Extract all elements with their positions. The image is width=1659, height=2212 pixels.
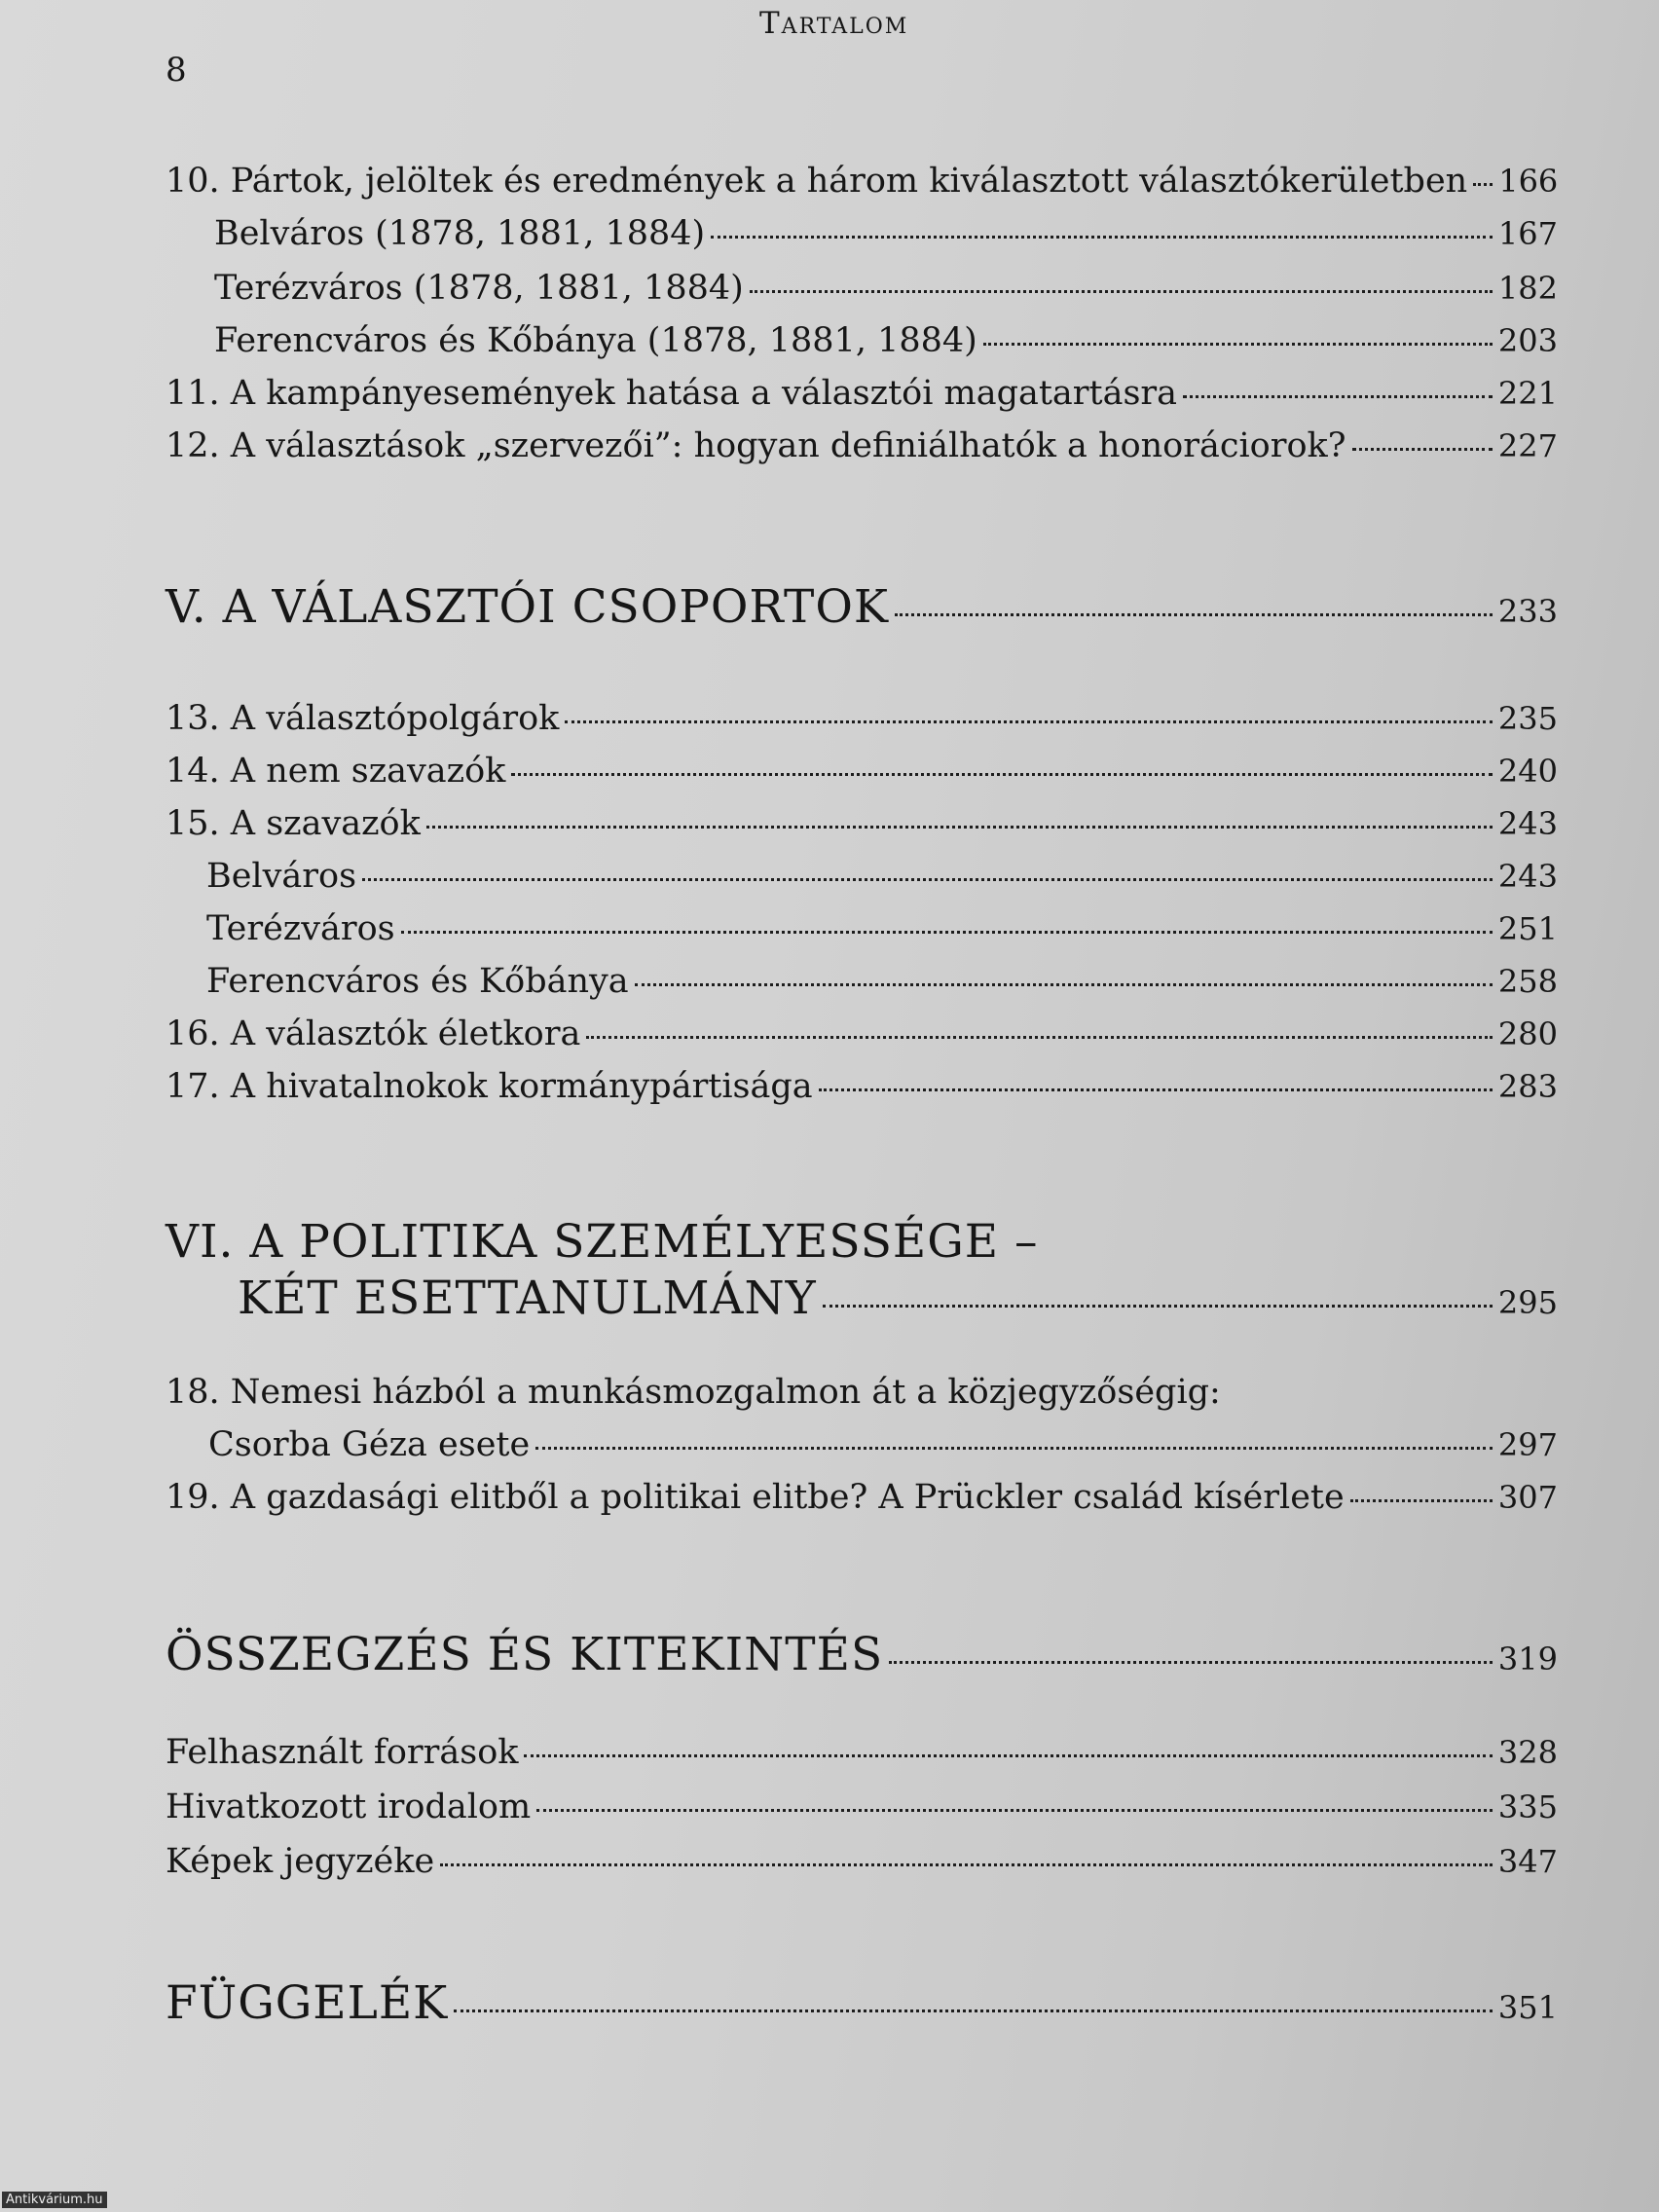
toc-entry-page: 235 bbox=[1497, 700, 1558, 737]
toc-entry bbox=[206, 962, 1558, 1009]
section-title: ÖSSZEGZÉS ÉS KITEKINTÉS bbox=[166, 1628, 884, 1681]
toc-entry bbox=[214, 214, 1558, 261]
dot-leader bbox=[535, 1447, 1493, 1450]
toc-entry-page: 221 bbox=[1497, 375, 1558, 412]
toc-entry bbox=[166, 374, 1558, 421]
dot-leader bbox=[565, 720, 1493, 723]
dot-leader bbox=[819, 1088, 1493, 1091]
dot-leader bbox=[454, 2009, 1493, 2012]
section-title: V. A VÁLASZTÓI CSOPORTOK bbox=[166, 580, 889, 634]
toc-entry-page: 167 bbox=[1497, 215, 1558, 252]
dot-leader bbox=[750, 290, 1493, 293]
toc-entry bbox=[166, 699, 1558, 746]
toc-entry-label: Felhasznált források bbox=[166, 1733, 519, 1772]
toc-entry-label: Ferencváros és Kőbánya (1878, 1881, 1884) bbox=[214, 321, 977, 360]
toc-entry-page: 251 bbox=[1497, 910, 1558, 947]
section-title: FÜGGELÉK bbox=[166, 1976, 449, 2030]
toc-entry bbox=[166, 1842, 1558, 1889]
section-page: 295 bbox=[1497, 1284, 1558, 1321]
toc-entry-label: Ferencváros és Kőbánya bbox=[206, 962, 629, 1001]
running-head: Tartalom bbox=[759, 6, 909, 41]
toc-entry-page: 280 bbox=[1497, 1015, 1558, 1052]
toc-entry-label: 15. A szavazók bbox=[166, 804, 421, 843]
dot-leader bbox=[1350, 1499, 1493, 1502]
dot-leader bbox=[983, 343, 1493, 346]
toc-entry-page: 182 bbox=[1497, 270, 1558, 307]
toc-entry-label: Belváros bbox=[206, 857, 357, 896]
toc-entry-page: 307 bbox=[1497, 1479, 1558, 1516]
dot-leader bbox=[711, 236, 1493, 239]
dot-leader bbox=[1352, 448, 1493, 451]
toc-section-heading bbox=[166, 1628, 1558, 1681]
toc-entry bbox=[166, 1014, 1558, 1061]
toc-entry-label: 16. A választók életkora bbox=[166, 1014, 581, 1053]
dot-leader bbox=[1183, 395, 1493, 398]
toc-entry-label: 12. A választások „szervezői”: hogyan definiálhatók a honoráciorok? bbox=[166, 426, 1346, 465]
toc-entry-page: 243 bbox=[1497, 805, 1558, 842]
toc-entry-label: Belváros (1878, 1881, 1884) bbox=[214, 214, 706, 253]
section-title-line2: KÉT ESETTANULMÁNY bbox=[238, 1272, 817, 1325]
toc-entry bbox=[208, 1425, 1558, 1472]
toc-entry-label: 13. A választópolgárok bbox=[166, 699, 560, 738]
toc-entry bbox=[214, 269, 1558, 315]
toc-entry bbox=[166, 162, 1558, 208]
toc-section-heading bbox=[166, 580, 1558, 634]
toc-entry-page: 283 bbox=[1497, 1068, 1558, 1105]
toc-entry bbox=[206, 909, 1558, 956]
toc-entry bbox=[166, 426, 1558, 473]
dot-leader bbox=[511, 773, 1493, 776]
dot-leader bbox=[635, 983, 1493, 986]
section-page: 351 bbox=[1497, 1989, 1558, 2026]
toc-entry-page: 243 bbox=[1497, 858, 1558, 895]
dot-leader bbox=[440, 1863, 1493, 1866]
toc-entry-label: 10. Pártok, jelöltek és eredmények a három kiválasztott választókerületben bbox=[166, 162, 1468, 201]
dot-leader bbox=[586, 1036, 1493, 1039]
toc-entry-page: 166 bbox=[1498, 163, 1559, 200]
toc-entry bbox=[166, 1788, 1558, 1834]
toc-entry bbox=[214, 321, 1558, 368]
dot-leader bbox=[823, 1305, 1493, 1308]
dot-leader bbox=[536, 1809, 1493, 1812]
toc-entry bbox=[166, 1478, 1558, 1525]
toc-entry-page: 335 bbox=[1497, 1788, 1558, 1825]
dot-leader bbox=[401, 931, 1493, 934]
toc-entry bbox=[166, 1733, 1558, 1780]
dot-leader bbox=[426, 826, 1493, 829]
toc-section-heading bbox=[238, 1272, 1558, 1325]
toc-entry-label: Terézváros bbox=[206, 909, 395, 948]
toc-entry-page: 328 bbox=[1497, 1734, 1558, 1771]
dot-leader bbox=[895, 613, 1493, 616]
toc-entry-label: Képek jegyzéke bbox=[166, 1842, 435, 1881]
toc-entry-page: 227 bbox=[1497, 427, 1558, 464]
page-number: 8 bbox=[166, 51, 187, 90]
toc-entry-page: 258 bbox=[1497, 963, 1558, 1000]
toc-entry-label: Terézváros (1878, 1881, 1884) bbox=[214, 269, 744, 308]
toc-section-heading bbox=[166, 1976, 1558, 2030]
dot-leader bbox=[362, 878, 1493, 881]
dot-leader bbox=[524, 1754, 1492, 1757]
section-page: 319 bbox=[1497, 1641, 1558, 1677]
toc-entry-page: 297 bbox=[1497, 1426, 1558, 1463]
dot-leader bbox=[889, 1661, 1493, 1664]
toc-entry-label: Csorba Géza esete bbox=[208, 1425, 531, 1464]
toc-entry-label: 19. A gazdasági elitből a politikai elitbe? A Prückler család kísérlete bbox=[166, 1478, 1345, 1517]
toc-entry bbox=[206, 857, 1558, 903]
toc-entry bbox=[166, 804, 1558, 851]
toc-entry-page: 347 bbox=[1497, 1843, 1558, 1880]
toc-entry bbox=[166, 1067, 1558, 1114]
section-title-line1: VI. A POLITIKA SZEMÉLYESSÉGE – bbox=[166, 1215, 1039, 1269]
toc-entry-page: 203 bbox=[1497, 322, 1558, 359]
toc-entry-label: 18. Nemesi házból a munkásmozgalmon át a közjegyzőségig: bbox=[166, 1373, 1221, 1412]
toc-entry-label: 17. A hivatalnokok kormánypártisága bbox=[166, 1067, 813, 1106]
dot-leader bbox=[1473, 183, 1493, 186]
toc-entry-label: 14. A nem szavazók bbox=[166, 752, 506, 791]
watermark-label: Antikvárium.hu bbox=[2, 2192, 107, 2208]
toc-entry bbox=[166, 752, 1558, 798]
toc-entry-label: 11. A kampányesemények hatása a választói magatartásra bbox=[166, 374, 1178, 413]
section-page: 233 bbox=[1497, 593, 1558, 630]
toc-entry-page: 240 bbox=[1497, 753, 1558, 790]
toc-entry-label: Hivatkozott irodalom bbox=[166, 1788, 532, 1826]
